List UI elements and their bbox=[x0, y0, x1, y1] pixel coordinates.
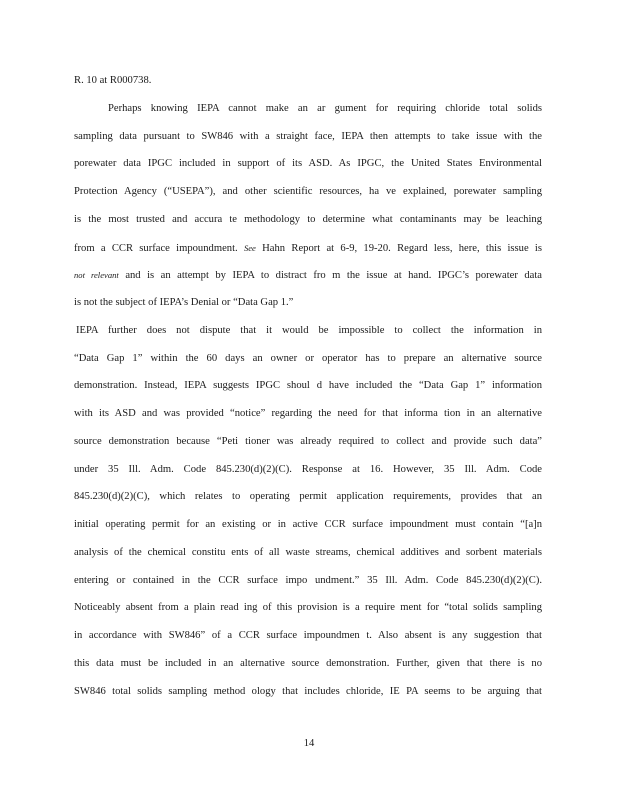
text-line: 845.230(d)(2)(C), which relates to operating permit application requirements, provides that an bbox=[74, 491, 542, 502]
text-line: this data must be included in an alternative source demonstration. Further, given that there is no bbox=[74, 658, 542, 669]
text-line: Protection Agency (“USEPA”), and other scientific resources, ha ve explained, porewater sampling bbox=[74, 186, 542, 197]
text-line: R. 10 at R000738. bbox=[74, 75, 152, 86]
text-line: with its ASD and was provided “notice” regarding the need for that informa tion in an alternative bbox=[74, 408, 542, 419]
text-line-with-citation bbox=[74, 241, 542, 256]
text-segment: Hahn Report at 6-9, 19-20. Regard less, here, this issue is bbox=[262, 243, 542, 254]
text-line: Noticeably absent from a plain read ing of this provision is a require ment for “total solids sampling bbox=[74, 602, 542, 613]
text-line: IEPA further does not dispute that it would be impossible to collect the information in bbox=[76, 325, 542, 336]
text-line: source demonstration because “Peti tioner was already required to collect and provide such data” bbox=[74, 436, 542, 447]
text-line: porewater data IPGC included in support of its ASD. As IPGC, the United States Environmental bbox=[74, 158, 542, 169]
text-segment: from a CCR surface impoundment. bbox=[74, 243, 238, 254]
emphasis-not-relevant: not relevant bbox=[74, 270, 119, 280]
text-line: SW846 total solids sampling method ology that includes chloride, IE PA seems to be arguing that bbox=[74, 686, 542, 697]
text-line: demonstration. Instead, IEPA suggests IPGC shoul d have included the “Data Gap 1” information bbox=[74, 380, 542, 391]
text-line: in accordance with SW846” of a CCR surface impoundmen t. Also absent is any suggestion that bbox=[74, 630, 542, 641]
text-line-with-emphasis bbox=[74, 268, 542, 283]
text-line: entering or contained in the CCR surface impo undment.” 35 Ill. Adm. Code 845.230(d)(2)(C). bbox=[74, 575, 542, 586]
text-line: analysis of the chemical constitu ents of all waste streams, chemical additives and sorbent materials bbox=[74, 547, 542, 558]
page-number: 14 bbox=[303, 738, 315, 749]
text-line: is the most trusted and accura te methodology to determine what contaminants may be leaching bbox=[74, 214, 542, 225]
text-line: Perhaps knowing IEPA cannot make an ar gument for requiring chloride total solids bbox=[108, 103, 542, 114]
text-line: “Data Gap 1” within the 60 days an owner or operator has to prepare an alternative source bbox=[74, 353, 542, 364]
text-segment: and is an attempt by IEPA to distract fro m the issue at hand. IPGC’s porewater data bbox=[125, 270, 543, 281]
text-line: sampling data pursuant to SW846 with a straight face, IEPA then attempts to take issue with the bbox=[74, 131, 542, 142]
text-line: is not the subject of IEPA’s Denial or “Data Gap 1.” bbox=[74, 297, 294, 308]
text-line: initial operating permit for an existing or in active CCR surface impoundment must contain “[a]n bbox=[74, 519, 542, 530]
text-line: under 35 Ill. Adm. Code 845.230(d)(2)(C). Response at 16. However, 35 Ill. Adm. Code bbox=[74, 464, 542, 475]
signal-see: See bbox=[243, 243, 256, 253]
